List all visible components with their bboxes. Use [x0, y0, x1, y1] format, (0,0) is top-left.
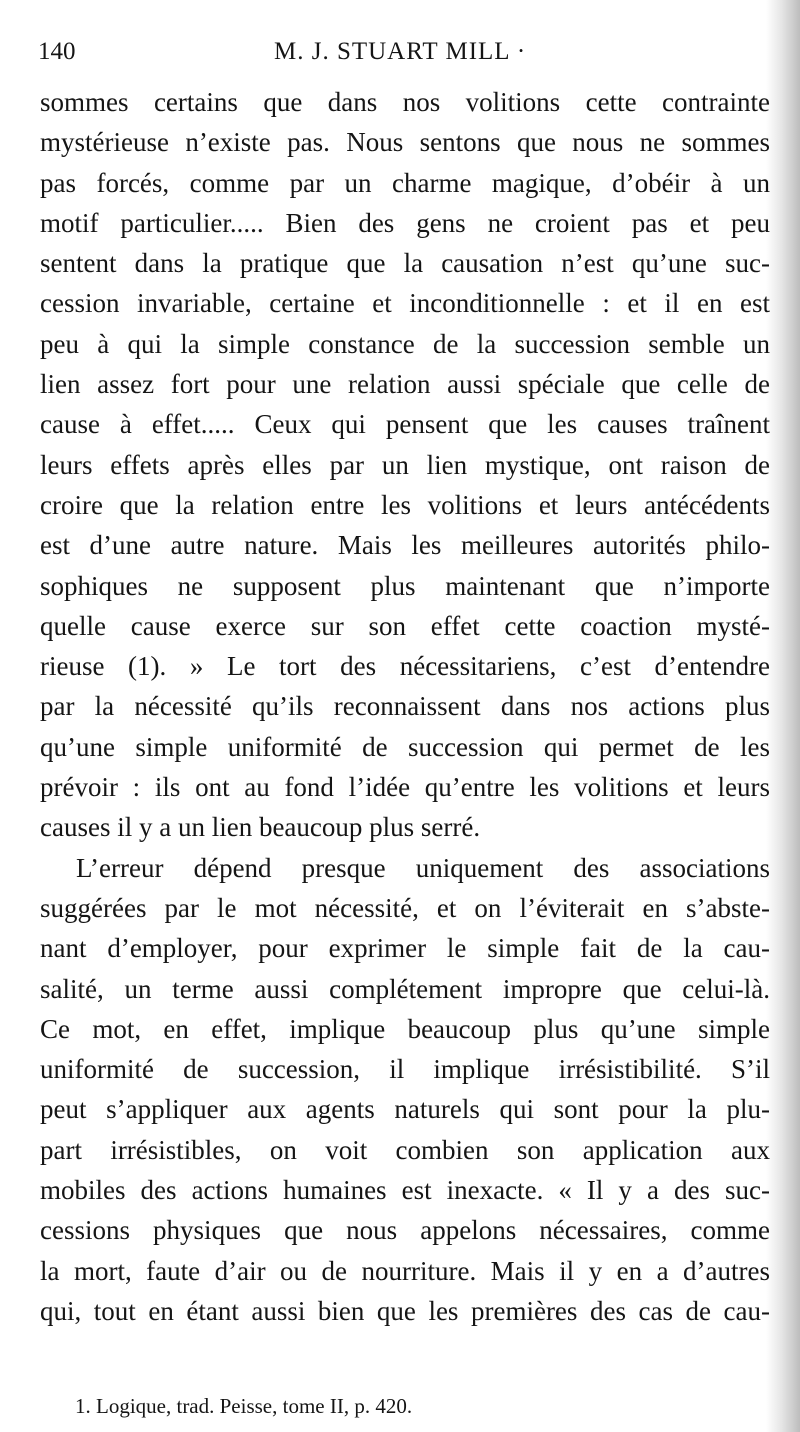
- text-line: cause à effet..... Ceux qui pensent que les causes traînent: [40, 409, 770, 440]
- page-edge-shadow: [766, 0, 800, 1432]
- body-text: [40, 82, 770, 1331]
- text-line: nant d’employer, pour exprimer le simple fait de la cau-: [40, 933, 770, 964]
- text-line: suggérées par le mot nécessité, et on l’éviterait en s’abste-: [40, 892, 770, 923]
- text-line: qu’une simple uniformité de succession qui permet de les: [40, 731, 770, 762]
- text-line: qui, tout en étant aussi bien que les premières des cas de cau-: [40, 1295, 770, 1326]
- text-line: sophiques ne supposent plus maintenant que n’importe: [40, 570, 770, 601]
- text-line: sommes certains que dans nos volitions cette contrainte: [40, 87, 770, 117]
- text-line: croire que la relation entre les volitions et leurs antécédents: [40, 489, 770, 520]
- paragraph-first-line: L’erreur dépend presque uniquement des associations: [76, 852, 770, 883]
- text-line: lien assez fort pour une relation aussi spéciale que celle de: [40, 369, 770, 400]
- text-line: mobiles des actions humaines est inexacte. « Il y a des suc-: [40, 1175, 770, 1206]
- text-line: pas forcés, comme par un charme magique, d’obéir à un: [40, 167, 770, 198]
- text-line: motif particulier..... Bien des gens ne croient pas et peu: [40, 207, 770, 238]
- text-line: cession invariable, certaine et inconditionnelle : et il en est: [40, 288, 770, 319]
- text-line: peut s’appliquer aux agents naturels qui sont pour la plu-: [40, 1094, 770, 1125]
- text-line: Ce mot, en effet, implique beaucoup plus qu’une simple: [40, 1013, 770, 1044]
- page-number: 140: [38, 38, 76, 65]
- text-line: prévoir : ils ont au fond l’idée qu’entre les volitions et leurs: [40, 772, 770, 803]
- text-line: sentent dans la pratique que la causation n’est qu’une suc-: [40, 248, 770, 279]
- text-line: par la nécessité qu’ils reconnaissent dans nos actions plus: [40, 691, 770, 722]
- text-line: uniformité de succession, il implique irrésistibilité. S’il: [40, 1054, 770, 1085]
- text-line: est d’une autre nature. Mais les meilleures autorités philo-: [40, 530, 770, 561]
- page-header: [38, 34, 768, 74]
- text-line: causes il y a un lien beaucoup plus serré.: [40, 812, 481, 843]
- running-head: M. J. STUART MILL ·: [274, 38, 527, 65]
- text-line: peu à qui la simple constance de la succession semble un: [40, 328, 770, 359]
- text-line: mystérieuse n’existe pas. Nous sentons que nous ne sommes: [40, 127, 770, 158]
- text-line: cessions physiques que nous appelons nécessaires, comme: [40, 1215, 770, 1246]
- text-line: leurs effets après elles par un lien mystique, ont raison de: [40, 449, 770, 480]
- text-line: la mort, faute d’air ou de nourriture. Mais il y en a d’autres: [40, 1255, 770, 1286]
- text-line: rieuse (1). » Le tort des nécessitariens, c’est d’entendre: [40, 651, 770, 682]
- text-line: salité, un terme aussi complétement impropre que celui-là.: [40, 973, 770, 1004]
- text-line: part irrésistibles, on voit combien son application aux: [40, 1134, 770, 1165]
- text-line: quelle cause exerce sur son effet cette coaction mysté-: [40, 610, 770, 641]
- footnote: 1. Logique, trad. Peisse, tome II, p. 420.: [75, 1394, 413, 1418]
